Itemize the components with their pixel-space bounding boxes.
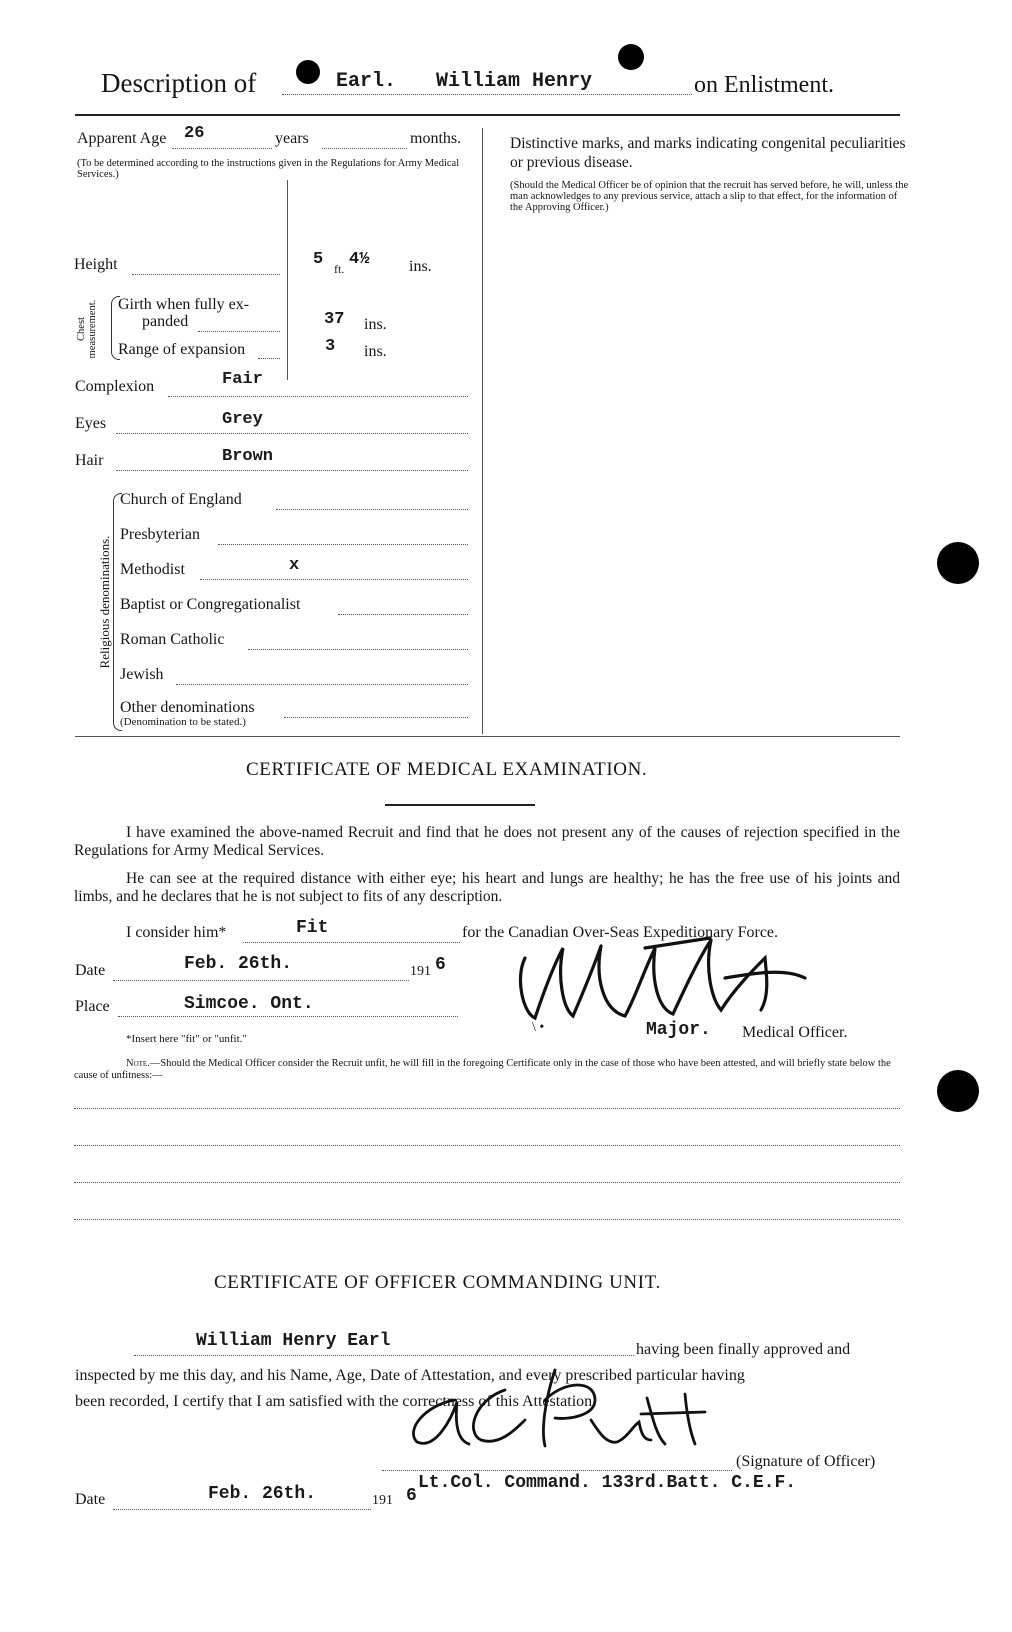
age-dots [172, 148, 272, 149]
medical-officer-label: Medical Officer. [742, 1024, 848, 1041]
religion-group-label: Religious denominations. [97, 535, 112, 669]
range-label: Range of expansion [118, 341, 246, 358]
religion-dots [248, 649, 468, 650]
signature-dots [382, 1470, 732, 1471]
commanding-date-value: Feb. 26th. [208, 1484, 317, 1504]
recruit-name-dots [134, 1355, 634, 1356]
place-value: Simcoe. Ont. [184, 994, 314, 1014]
commanding-date-year: 191 [372, 1493, 393, 1508]
unfit-line [74, 1182, 900, 1183]
medical-date-year-digit: 6 [435, 955, 446, 975]
religion-dots [200, 579, 468, 580]
commanding-title: CERTIFICATE OF OFFICER COMMANDING UNIT. [214, 1272, 661, 1293]
insert-note: *Insert here "fit" or "unfit." [126, 1033, 247, 1045]
age-value: 26 [184, 124, 205, 143]
eyes-label: Eyes [75, 415, 107, 432]
medical-officer-rank: Major. [646, 1020, 711, 1040]
medical-title: CERTIFICATE OF MEDICAL EXAMINATION. [246, 759, 648, 780]
height-in-value: 4½ [349, 250, 370, 269]
consider-dots [243, 942, 460, 943]
range-value: 3 [325, 337, 336, 356]
note-text: —Should the Medical Officer consider the Recruit unfit, he will fill in the foregoing Certificate only in the case of those who have been attested, and will briefly state below the cause of unfitness:— [74, 1058, 891, 1081]
commanding-date-dots [113, 1509, 371, 1510]
age-years-unit: years [275, 130, 309, 147]
punch-hole-top [618, 44, 644, 70]
marks-heading: Distinctive marks, and marks indicating congenital peculiarities or previous disease. [510, 135, 906, 171]
complexion-label: Complexion [75, 378, 155, 395]
range-dots [258, 358, 280, 359]
unfit-line [74, 1145, 900, 1146]
header-prefix: Description of [101, 68, 257, 98]
marks-note: (Should the Medical Officer be of opinion that the recruit has served before, he will, unless the man acknowledges to any previous service, attach a slip to that effect, for the information of the Approving Officer.) [510, 180, 909, 213]
value-column-rule [287, 180, 288, 380]
header-suffix: on Enlistment. [694, 72, 834, 98]
religion-item: Baptist or Congregationalist [120, 596, 301, 613]
unfit-note [74, 1058, 900, 1082]
medical-para-2: He can see at the required distance with either eye; his heart and lungs are healthy; he has the free use of his joints and limbs, and he declares that he is not subject to fits of any description. [74, 870, 900, 905]
medical-date-value: Feb. 26th. [184, 954, 293, 974]
header-rule [75, 114, 900, 116]
medical-date-year: 191 [410, 964, 431, 979]
header-dotted-line [282, 94, 692, 95]
height-ft-value: 5 [313, 250, 324, 269]
height-ft-unit: ft. [334, 262, 345, 276]
commanding-officer-signature [395, 1360, 735, 1460]
age-label: Apparent Age [77, 130, 167, 147]
punch-hole-lower [937, 1070, 979, 1112]
unfit-line [74, 1108, 900, 1109]
stray-marks: \ • [532, 1020, 545, 1035]
ink-blot [296, 60, 320, 84]
religion-item: Presbyterian [120, 526, 200, 543]
height-in-unit: ins. [409, 258, 432, 275]
height-label: Height [74, 256, 118, 273]
complexion-dots [168, 396, 468, 397]
methodist-mark: x [289, 556, 300, 575]
age-note: (To be determined according to the instructions given in the Regulations for Army Medical Services.) [77, 158, 460, 180]
religion-item: Church of England [120, 491, 242, 508]
commanding-date-label: Date [75, 1491, 106, 1508]
girth-label-1: Girth when fully ex- [118, 296, 250, 313]
religion-dots [176, 684, 468, 685]
girth-unit: ins. [364, 316, 387, 333]
chest-label: Chest measurement. [76, 299, 98, 359]
girth-label-2: panded [142, 313, 189, 330]
religion-item: Roman Catholic [120, 631, 225, 648]
place-dots [118, 1016, 458, 1017]
girth-dots [198, 331, 280, 332]
complexion-value: Fair [222, 370, 263, 389]
commanding-officer-title: Lt.Col. Command. 133rd.Batt. C.E.F. [418, 1473, 797, 1493]
signature-label: (Signature of Officer) [736, 1453, 876, 1470]
hair-dots [116, 470, 468, 471]
header-given-names: William Henry [436, 70, 593, 93]
section-rule [75, 736, 900, 737]
consider-suffix: for the Canadian Over-Seas Expeditionary Force. [462, 924, 779, 941]
eyes-value: Grey [222, 410, 263, 429]
religion-dots [284, 717, 468, 718]
medical-para-1: I have examined the above-named Recruit and find that he does not present any of the causes of rejection specified in the Regulations for Army Medical Services. [74, 824, 900, 859]
unfit-line [74, 1219, 900, 1220]
commanding-line-1: having been finally approved and [636, 1341, 851, 1358]
girth-value: 37 [324, 310, 345, 329]
fitness-value: Fit [296, 918, 329, 938]
left-column-right-rule [482, 128, 483, 734]
medical-date-label: Date [75, 962, 106, 979]
age-months-unit: months. [410, 130, 462, 147]
religion-item: Jewish [120, 666, 164, 683]
eyes-dots [116, 433, 468, 434]
range-unit: ins. [364, 343, 387, 360]
religion-item: Methodist [120, 561, 185, 578]
place-label: Place [75, 998, 110, 1015]
commanding-date-year-digit: 6 [406, 1486, 417, 1506]
religion-dots [338, 614, 468, 615]
commanding-line-2: inspected by me this day, and his Name, Age, Date of Attestation, and every prescribed particular having [75, 1367, 745, 1384]
note-label: Note. [126, 1058, 150, 1069]
medical-officer-signature [505, 918, 835, 1028]
months-dots [322, 148, 407, 149]
height-dots [132, 274, 280, 275]
religion-dots [218, 544, 468, 545]
medical-date-dots [113, 980, 409, 981]
religion-item: Other denominations [120, 699, 255, 716]
hair-value: Brown [222, 447, 274, 466]
consider-label: I consider him* [126, 924, 227, 941]
hair-label: Hair [75, 452, 104, 469]
recruit-name: William Henry Earl [196, 1331, 391, 1351]
denomination-note: (Denomination to be stated.) [120, 716, 246, 728]
medical-title-rule [385, 804, 535, 806]
punch-hole-middle [937, 542, 979, 584]
religion-dots [276, 509, 468, 510]
commanding-line-3: been recorded, I certify that I am satisfied with the correctness of this Attestation. [75, 1393, 597, 1410]
header-surname: Earl. [336, 70, 397, 93]
